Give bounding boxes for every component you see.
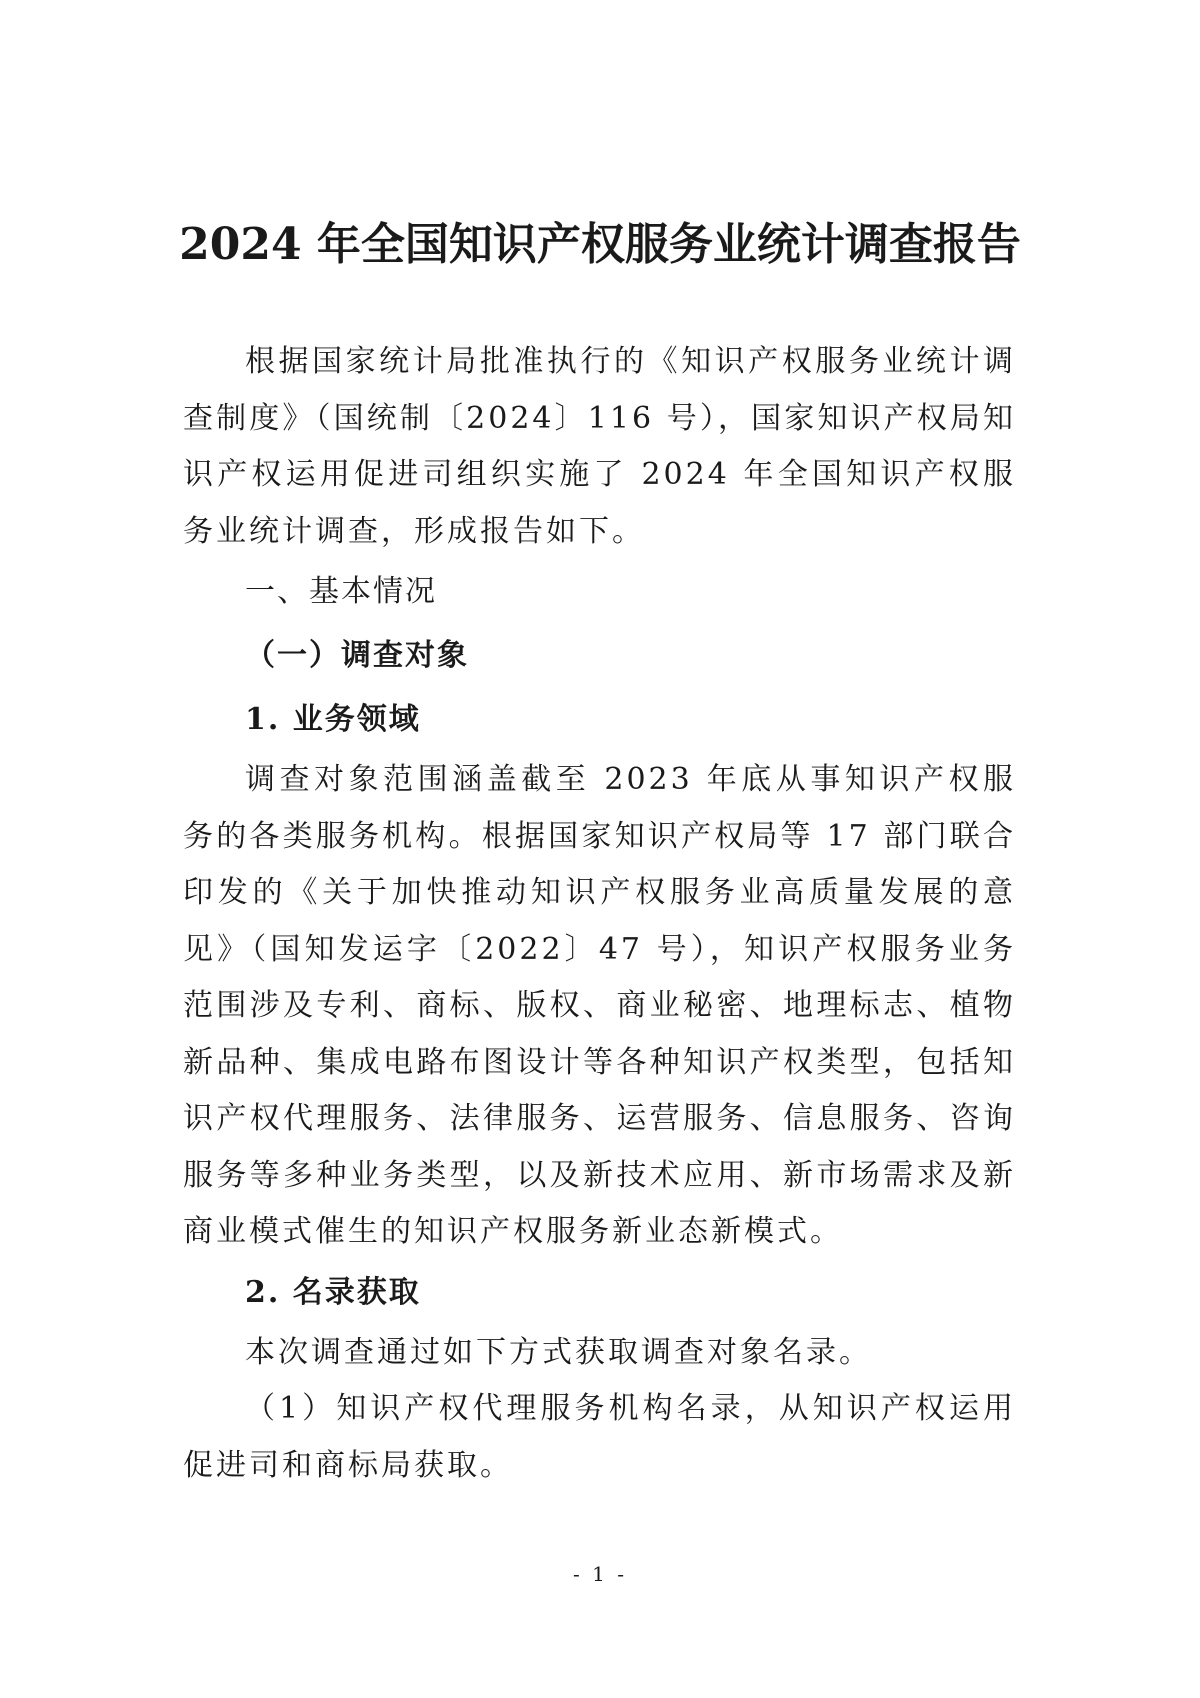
subsection-heading-survey-objects: （一）调查对象 (245, 638, 469, 673)
intro-paragraph: 根据国家统计局批准执行的《知识产权服务业统计调查制度》（国统制〔2024〕116 号），国家知识产权局知识产权运用促进司组织实施了 2024 年全国知识产权服务业统计调查，形成报告如下。 (183, 344, 1016, 549)
item-heading-directory: 2. 名录获取 (245, 1274, 421, 1310)
page-number: - 1 - (573, 1562, 627, 1586)
item-heading-business-field: 1. 业务领域 (245, 702, 421, 737)
directory-subitem-1: （1）知识产权代理服务机构名录，从知识产权运用促进司和商标局获取。 (183, 1391, 1016, 1483)
document-body (183, 334, 1016, 1494)
business-field-paragraph: 调查对象范围涵盖截至 2023 年底从事知识产权服务的各类服务机构。根据国家知识产权局等 17 部门联合印发的《关于加快推动知识产权服务业高质量发展的意见》（国知发运字〔2022〕47 号），知识产权服务业务范围涉及专利、商标、版权、商业秘密、地理标志、植物新品种、集成电路布图设计等各种知识产权类型，包括知识产权代理服务、法律服务、运营服务、信息服务、咨询服务等多种业务类型，以及新技术应用、新市场需求及新商业模式催生的知识产权服务新业态新模式。 (183, 762, 1016, 1249)
page-title: 2024 年全国知识产权服务业统计调查报告 (179, 219, 1021, 270)
directory-paragraph: 本次调查通过如下方式获取调查对象名录。 (245, 1334, 872, 1370)
section-heading-basic-situation: 一、基本情况 (245, 574, 437, 609)
